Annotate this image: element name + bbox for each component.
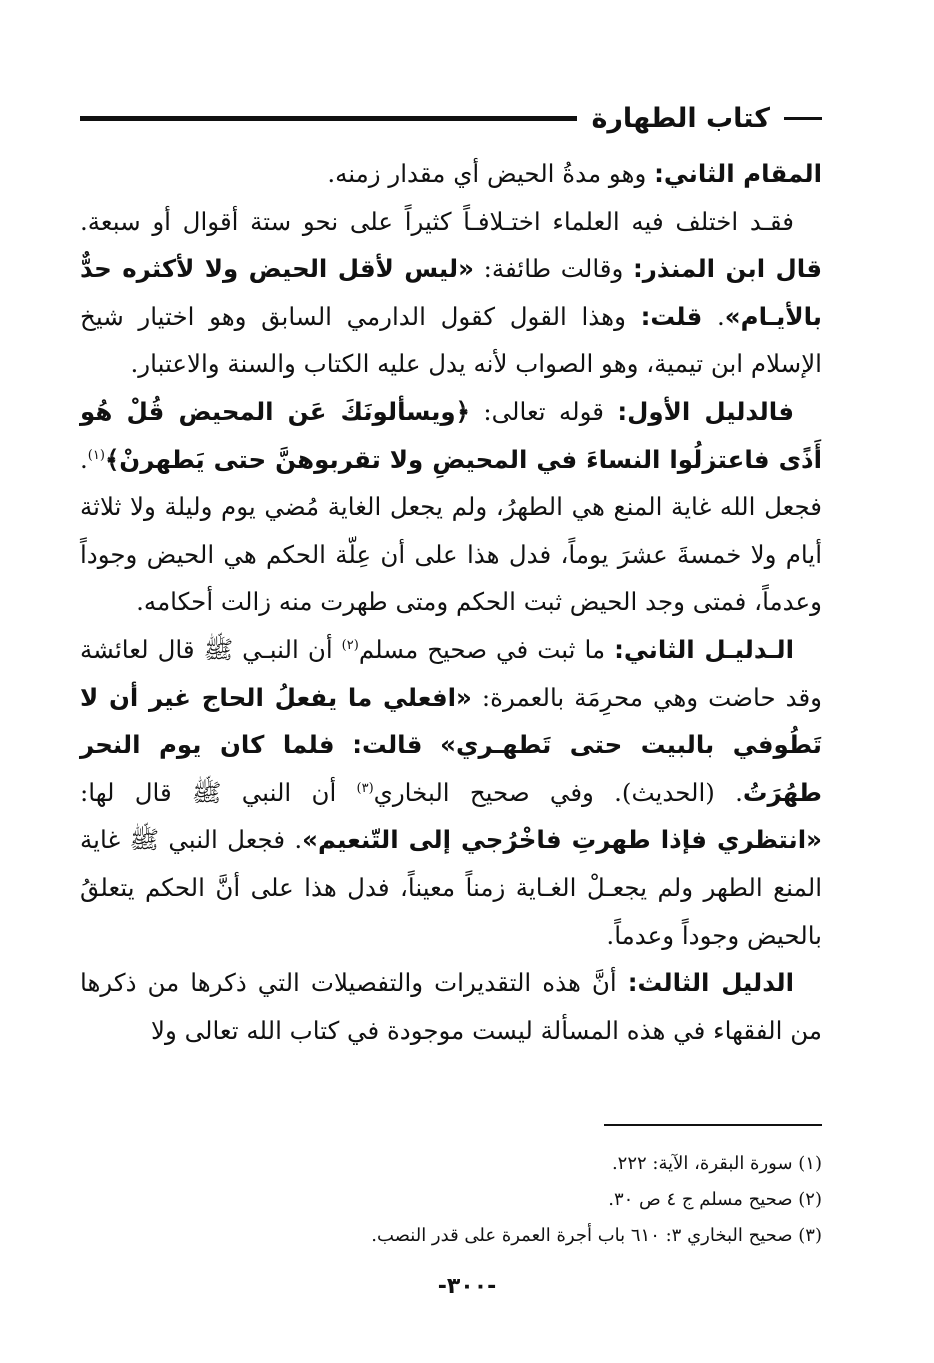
hadith-quote: فلما كان يوم النحر طهُرَتُ: [80, 730, 822, 807]
paragraph-4: [80, 626, 822, 959]
paragraph-text: [422, 730, 440, 759]
paragraph-text: فقـد اختلف فيه العلماء اختـلافـاً كثيراً على نحو ستة أقوال أو سبعة.: [80, 206, 794, 236]
footnote-ref: (٣): [356, 780, 374, 796]
paragraph-text: .: [702, 301, 725, 331]
paragraph-text: ما ثبت في صحيح مسلم: [358, 634, 615, 664]
header-rule: [80, 116, 577, 121]
paragraph-2: [80, 198, 822, 388]
cited-scholar: قال ابن المنذر:: [633, 254, 823, 284]
header-dash: [784, 117, 822, 120]
paragraph-text: قوله تعالى:: [470, 396, 618, 426]
paragraph-text: . فجعل الله غاية المنع هي الطهرُ، ولم يجعل الغاية مُضي يوم وليلة ولا ثلاثة أيام ولا خمسةَ عشرَ يوماً، فدل هذا على أن عِلّة الحكم هي الحيض وجوداً وعدماً، فمتى وجد الحيض ثبت الحكم ومتى طهرت منه زالت أحكامه.: [80, 444, 822, 617]
paragraph-text: أن النبي ﷺ قال لها:: [80, 777, 357, 807]
section-lead: فالدليل الأول:: [617, 396, 794, 426]
footnotes: [80, 1146, 822, 1254]
footnote-ref: (١): [87, 447, 105, 463]
paragraph-text: أن النبـي ﷺ قال لعائشة وقد حاضت وهي محرِمَة بالعمرة:: [80, 634, 822, 712]
footnote-ref: (٢): [341, 637, 359, 653]
footnote-separator: [604, 1124, 822, 1126]
footnote-1: (١) سورة البقرة، الآية: ٢٢٢.: [611, 1153, 822, 1174]
footnote-3: (٣) صحيح البخاري ٣: ٦١٠ باب أجرة العمرة على قدر النصب.: [371, 1225, 822, 1246]
hadith-quote: «افعلي ما يفعلُ الحاج غير أن لا تَطُوفي بالبيت حتى تَطهـري»: [80, 682, 822, 760]
narrator-lead: قالت:: [352, 730, 423, 760]
paragraph-text: . فجعل النبي ﷺ غاية المنع الطهر ولم يجعـلْ الغـاية زمناً معيناً، فدل هذا على أنَّ الحكم يتعلقُ بالحيض وجوداً وعدماً.: [80, 825, 822, 950]
paragraph-5: [80, 959, 822, 1054]
footnote-2: (٢) صحيح مسلم ج ٤ ص ٣٠.: [608, 1189, 822, 1210]
paragraph-text: [334, 730, 352, 759]
section-lead: المقام الثاني:: [654, 159, 822, 188]
quran-verse: ﴿ويسألونَكَ عَن المحيض قُلْ هُو أَذًى فاعتزلُوا النساءَ في المحيضِ ولا تقربوهنَّ حتى يَطهرنْ﴾: [80, 396, 822, 474]
header-title: كتاب الطهارة: [591, 102, 770, 134]
running-header: [80, 96, 822, 140]
section-lead: الـدليـل الثاني:: [614, 634, 794, 664]
paragraph-text: وقالت طائفة:: [473, 254, 633, 284]
paragraph-text: . (الحديث). وفي صحيح البخاري: [373, 777, 743, 807]
paragraph-text: أنَّ هذه التقديرات والتفصيلات التي ذكرها من ذكرها من الفقهاء في هذه المسألة ليست موجودة في كتاب الله تعالى ولا: [80, 968, 822, 1045]
paragraph-1: [80, 150, 822, 198]
hadith-quote: «انتظري فإذا طهرتِ فاخْرُجي إلى التّنعيم»: [302, 825, 822, 855]
paragraph-3: [80, 388, 822, 626]
author-remark-lead: قلت:: [640, 301, 703, 331]
page-number: -٣٠٠-: [437, 1274, 497, 1299]
body-text: [80, 150, 822, 1054]
paragraph-text: وهذا القول كقول الدارمي السابق وهو اختيار شيخ الإسلام ابن تيمية، وهو الصواب لأنه يدل عليه الكتاب والسنة والاعتبار.: [80, 301, 822, 379]
quotation: «ليس لأقل الحيض ولا لأكثره حدٌّ بالأيـام»: [80, 254, 822, 331]
paragraph-text: وهو مدةُ الحيض أي مقدار زمنه.: [327, 159, 655, 188]
section-lead: الدليل الثالث:: [627, 968, 795, 998]
